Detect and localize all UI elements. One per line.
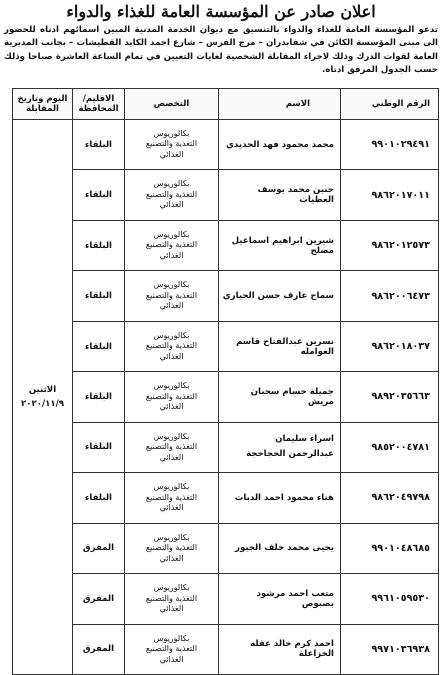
name-cell: هناء محمود احمد الدبات	[219, 473, 341, 523]
region-cell: البلقاء	[73, 271, 125, 321]
table-row	[13, 271, 439, 321]
specialty-line: التغذية والتصنيع	[145, 644, 198, 654]
national-id-cell: ٩٨٩٢٠٣٥٦٦٣	[341, 372, 439, 422]
specialty-line: بكالوريوس	[153, 330, 190, 340]
header-specialty: التخصص	[125, 89, 219, 120]
specialty-line: بكالوريوس	[153, 280, 190, 290]
table-row	[13, 170, 439, 220]
specialty-line: بكالوريوس	[153, 583, 190, 593]
national-id-cell: ٩٩٧١٠٣٦٩٣٨	[341, 624, 439, 674]
specialty-line: الغذائي	[159, 503, 184, 513]
name-line: عبدالرحمن الحجاحجة	[246, 449, 334, 460]
name-cell: نسرين عبدالفتاح قاسم العوامله	[219, 321, 341, 371]
region-cell: البلقاء	[73, 473, 125, 523]
national-id-cell: ٩٨٥٢٠٠٤٧٨١	[341, 422, 439, 472]
specialty-line: بكالوريوس	[153, 381, 190, 391]
specialty-line: التغذية والتصنيع	[145, 290, 198, 300]
specialty-line: بكالوريوس	[153, 482, 190, 492]
name-cell: متعب احمد مرشود بصبوص	[219, 574, 341, 624]
name-cell	[219, 422, 341, 472]
specialty-cell	[125, 170, 219, 220]
specialty-line: بكالوريوس	[153, 532, 190, 542]
specialty-line: بكالوريوس	[153, 633, 190, 643]
specialty-line: التغذية والتصنيع	[145, 492, 198, 502]
table-row	[13, 120, 439, 170]
specialty-cell	[125, 473, 219, 523]
table-row	[13, 624, 439, 674]
name-cell: احمد كرم خالد عقله الخزاعلة	[219, 624, 341, 674]
name-line: اسراء سليمان	[275, 434, 334, 445]
header-national-id: الرقم الوطني	[341, 89, 439, 120]
region-cell: المفرق	[73, 624, 125, 674]
name-cell: سماح عارف حسن الحياري	[219, 271, 341, 321]
name-cell: حنين محمد يوسف العطيات	[219, 170, 341, 220]
table-row	[13, 321, 439, 371]
interview-date: ٢٠٢٠/١١/٩	[21, 399, 64, 409]
specialty-line: التغذية والتصنيع	[145, 391, 198, 401]
region-cell: البلقاء	[73, 321, 125, 371]
name-cell: محمد محمود فهد الحديدي	[219, 120, 341, 170]
national-id-cell: ٩٨٦٢٠١٨٠٣٧	[341, 321, 439, 371]
specialty-line: التغذية والتصنيع	[145, 341, 198, 351]
specialty-line: التغذية والتصنيع	[145, 593, 198, 603]
region-cell: البلقاء	[73, 372, 125, 422]
announcement-intro: تدعو المؤسسة العامة للغذاء والدواء بالتنسيق مع ديوان الخدمة المدنية المبين اسمائهم ادناه للحضور الى مبنى المؤسسة الكائن في شفابدران – مرج الفرس – شارع احمد الكايد القطيشات – بجانب المديرية العامة لقوات الدرك وذلك لاجراء المقابلة الشخصية لغايات التعيين في تمام الساعة العاشرة صباحا وذلك حسب الجدول المرفق ادناه.	[4, 25, 438, 76]
national-id-cell: ٩٨٦٢٠١٢٥٧٣	[341, 220, 439, 270]
name-cell: جميلة حسام سحبان مريش	[219, 372, 341, 422]
header-region: الاقليم/ المحافظة	[73, 89, 125, 120]
specialty-line: الغذائي	[159, 250, 184, 260]
specialty-line: التغذية والتصنيع	[145, 189, 198, 199]
region-cell: البلقاء	[73, 422, 125, 472]
table-row	[13, 372, 439, 422]
specialty-cell	[125, 220, 219, 270]
specialty-line: الغذائي	[159, 604, 184, 614]
specialty-line: الغذائي	[159, 301, 184, 311]
national-id-cell: ٩٩٠١٠٤٨٦٨٥	[341, 523, 439, 573]
specialty-cell	[125, 372, 219, 422]
interview-day-date-cell	[13, 120, 73, 675]
specialty-cell	[125, 422, 219, 472]
region-cell: البلقاء	[73, 120, 125, 170]
national-id-cell: ٩٨٦٢٠٠٦٤٧٣	[341, 271, 439, 321]
specialty-line: الغذائي	[159, 351, 184, 361]
candidates-table	[12, 88, 439, 675]
national-id-cell: ٩٩٠١٠٢٩٤٩١	[341, 120, 439, 170]
region-cell: البلقاء	[73, 170, 125, 220]
specialty-cell	[125, 574, 219, 624]
region-cell: المفرق	[73, 523, 125, 573]
specialty-cell	[125, 120, 219, 170]
specialty-line: التغذية والتصنيع	[145, 240, 198, 250]
specialty-line: بكالوريوس	[153, 179, 190, 189]
name-cell: شيرين ابراهيم اسماعيل مصلح	[219, 220, 341, 270]
specialty-cell	[125, 624, 219, 674]
specialty-line: التغذية والتصنيع	[145, 139, 198, 149]
specialty-line: الغذائي	[159, 402, 184, 412]
specialty-line: بكالوريوس	[153, 128, 190, 138]
table-row	[13, 220, 439, 270]
specialty-line: التغذية والتصنيع	[145, 543, 198, 553]
specialty-line: بكالوريوس	[153, 229, 190, 239]
table-row	[13, 574, 439, 624]
table-row	[13, 523, 439, 573]
national-id-cell: ٩٨٦٢٠٤٩٧٩٨	[341, 473, 439, 523]
interview-day: الاثنين	[28, 385, 57, 395]
table-row	[13, 422, 439, 472]
specialty-line: الغذائي	[159, 553, 184, 563]
header-day-date: اليوم وتاريخ المقابلة	[13, 89, 73, 120]
name-cell: يحيى محمد خلف الجبور	[219, 523, 341, 573]
specialty-line: بكالوريوس	[153, 431, 190, 441]
table-row	[13, 473, 439, 523]
national-id-cell: ٩٩٦١٠٥٩٥٣٠	[341, 574, 439, 624]
specialty-line: الغذائي	[159, 200, 184, 210]
specialty-line: الغذائي	[159, 452, 184, 462]
specialty-line: الغذائي	[159, 654, 184, 664]
header-name: الاسم	[219, 89, 341, 120]
specialty-line: الغذائي	[159, 149, 184, 159]
specialty-cell	[125, 321, 219, 371]
specialty-cell	[125, 523, 219, 573]
region-cell: البلقاء	[73, 220, 125, 270]
specialty-line: التغذية والتصنيع	[145, 442, 198, 452]
table-header-row	[13, 89, 439, 120]
announcement-title: اعلان صادر عن المؤسسة العامة للغذاء والدواء	[66, 2, 376, 21]
national-id-cell: ٩٨٦٢٠١٧٠١١	[341, 170, 439, 220]
specialty-cell	[125, 271, 219, 321]
region-cell: المفرق	[73, 574, 125, 624]
